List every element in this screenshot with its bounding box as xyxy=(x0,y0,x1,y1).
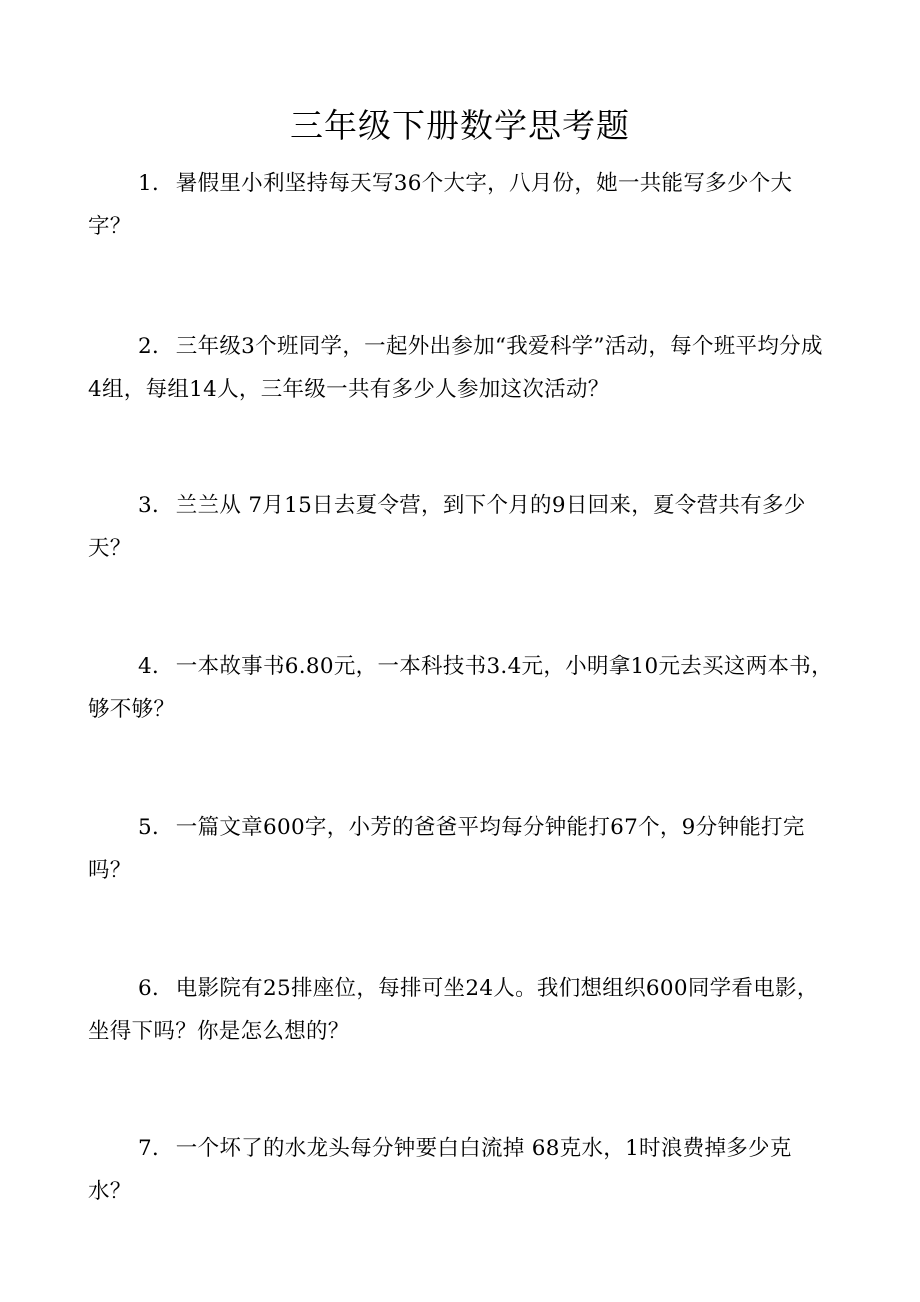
question-number: 4． xyxy=(138,654,174,679)
question-text: 三年级3个班同学，一起外出参加“我爱科学”活动，每个班平均分成4组，每组14人，三年级一共有多少人参加这次活动？ xyxy=(88,334,823,402)
question-3 xyxy=(88,484,833,570)
question-6 xyxy=(88,967,833,1053)
question-number: 2． xyxy=(138,334,174,359)
page-title: 三年级下册数学思考题 xyxy=(290,106,630,145)
question-text: 兰兰从 7月15日去夏令营，到下个月的9日回来，夏令营共有多少天？ xyxy=(88,493,806,561)
question-text: 暑假里小利坚持每天写36个大字，八月份，她一共能写多少个大字？ xyxy=(88,171,793,239)
question-number: 5． xyxy=(138,815,174,840)
question-number: 1． xyxy=(138,171,174,196)
question-number: 3． xyxy=(138,493,174,518)
question-text: 一本故事书6.80元，一本科技书3.4元，小明拿10元去买这两本书，够不够？ xyxy=(88,654,833,722)
question-text: 电影院有25排座位，每排可坐24人。我们想组织600同学看电影，坐得下吗？你是怎么想的？ xyxy=(88,976,819,1044)
question-number: 7． xyxy=(138,1136,174,1161)
question-1 xyxy=(88,162,833,248)
question-2 xyxy=(88,325,833,411)
question-text: 一篇文章600字，小芳的爸爸平均每分钟能打67个，9分钟能打完吗？ xyxy=(88,815,805,883)
question-5 xyxy=(88,806,833,892)
question-text: 一个坏了的水龙头每分钟要白白流掉 68克水，1时浪费掉多少克水？ xyxy=(88,1136,792,1204)
question-4 xyxy=(88,645,833,731)
question-7 xyxy=(88,1127,833,1213)
question-number: 6． xyxy=(138,976,174,1001)
